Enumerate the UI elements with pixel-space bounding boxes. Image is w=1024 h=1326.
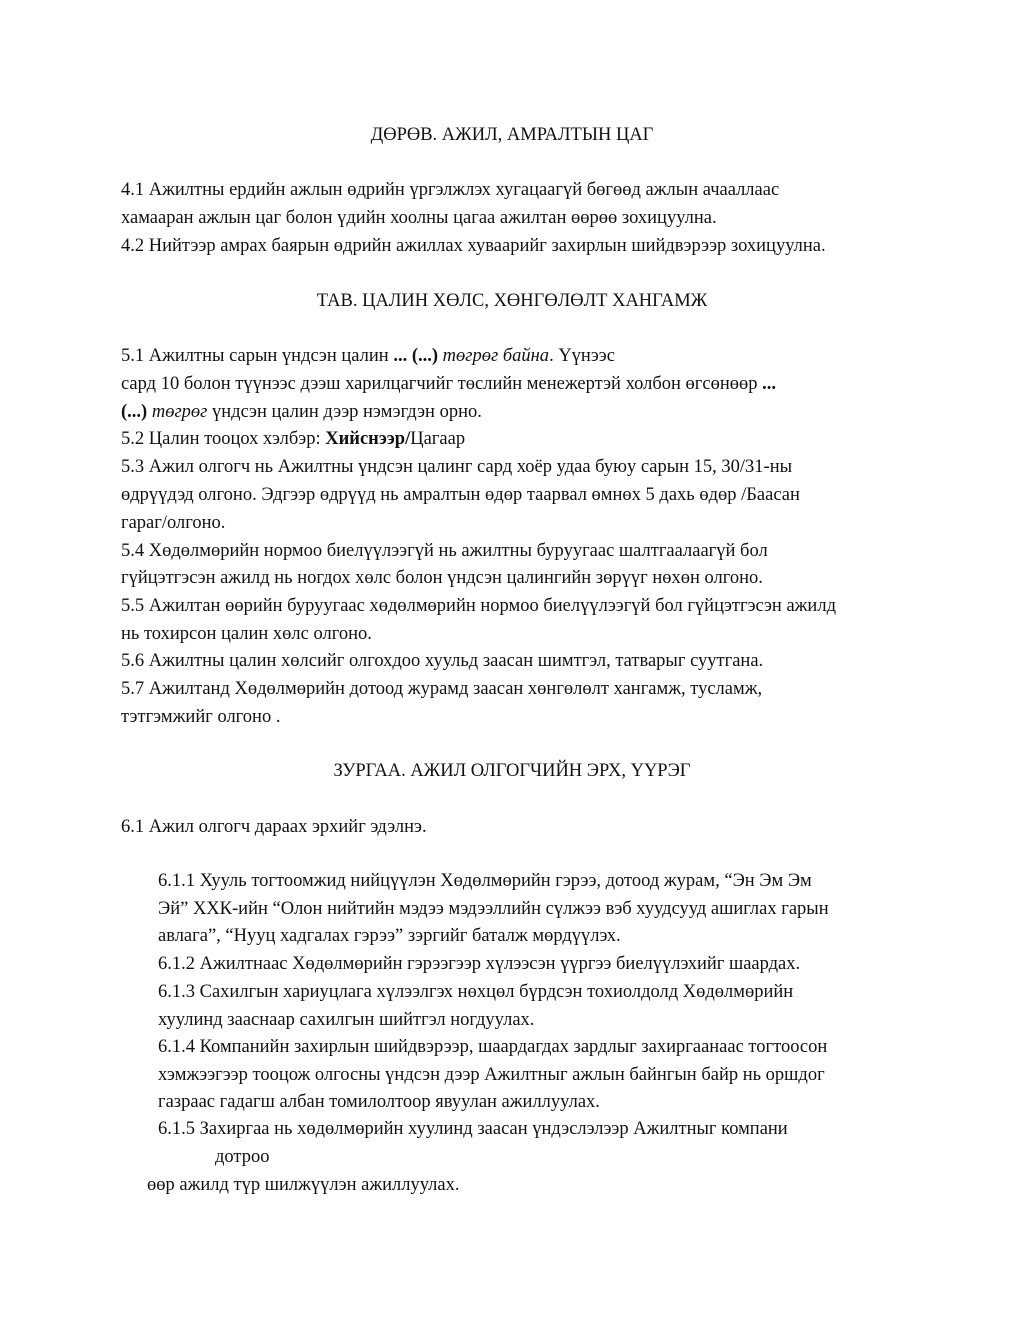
paragraph-5-5-line-2: нь тохирсон цалин хөлс олгоно. xyxy=(121,624,372,644)
paragraph-6-1-3-line-2: хуулинд зааснаар сахилгын шийтгэл ногдуулах. xyxy=(158,1010,535,1030)
paragraph-6-1-4-line-1: 6.1.4 Компанийн захирлын шийдвэрээр, шаардагдах зардлыг захиргаанаас тогтоосон xyxy=(158,1037,828,1057)
amount-placeholder: ... (...) xyxy=(393,346,439,366)
paragraph-5-3-line-3: гараг/олгоно. xyxy=(121,513,226,533)
text-run: үндсэн цалин дээр нэмэгдэн орно. xyxy=(207,402,482,422)
paragraph-6-1-5-line-2: дотроо xyxy=(215,1147,270,1167)
paragraph-6-1-2: 6.1.2 Ажилтнаас Хөдөлмөрийн гэрээгээр хүлээсэн үүргээ биелүүлэхийг шаардах. xyxy=(158,954,801,974)
paragraph-6-1-4-line-3: газраас гадагш албан томилолтоор явуулан ажиллуулах. xyxy=(158,1092,600,1112)
paragraph-6-1: 6.1 Ажил олгогч дараах эрхийг эдэлнэ. xyxy=(121,817,427,837)
text-run: . Үүнээс xyxy=(549,346,615,366)
paragraph-4-2: 4.2 Нийтээр амрах баярын өдрийн ажиллах хуваарийг захирлын шийдвэрээр зохицуулна. xyxy=(121,236,826,256)
paragraph-4-1-line-1: 4.1 Ажилтны ердийн ажлын өдрийн үргэлжлэх хугацаагүй бөгөөд ажлын ачааллаас xyxy=(121,180,780,200)
paragraph-6-1-1-line-2: Эй” ХХК-ийн “Олон нийтийн мэдээ мэдээллийн сүлжээ вэб хуудсууд ашиглах гарын xyxy=(158,899,829,919)
pay-type-selected: Хийснээр/ xyxy=(325,429,411,449)
section-5-heading: ТАВ. ЦАЛИН ХӨЛС, ХӨНГӨЛӨЛТ ХАНГАМЖ xyxy=(316,291,708,311)
paragraph-5-1-line-1 xyxy=(121,347,615,366)
paragraph-5-2 xyxy=(121,430,465,449)
paragraph-6-1-4-line-2: хэмжээгээр тооцож олгосны үндсэн дээр Ажилтныг ажлын байнгын байр нь оршдог xyxy=(158,1065,825,1085)
paragraph-5-1-line-2 xyxy=(121,375,776,394)
paragraph-4-1-line-2: хамааран ажлын цаг болон үдийн хоолны цагаа ажилтан өөрөө зохицуулна. xyxy=(121,208,717,228)
text-run: 5.2 Цалин тооцох хэлбэр: xyxy=(121,429,326,449)
paragraph-5-6: 5.6 Ажилтны цалин хөлсийг олгохдоо хуульд заасан шимтгэл, татварыг суутгана. xyxy=(121,651,764,671)
section-6-heading: ЗУРГАА. АЖИЛ ОЛГОГЧИЙН ЭРХ, ҮҮРЭГ xyxy=(333,761,691,781)
text-run: сард 10 болон түүнээс дээш харилцагчийг төслийн менежертэй холбон өгсөнөөр xyxy=(121,374,763,394)
amount-placeholder: (...) xyxy=(121,402,148,422)
paragraph-5-4-line-2: гүйцэтгэсэн ажилд нь ногдох хөлс болон үндсэн цалингийн зөрүүг нөхөн олгоно. xyxy=(121,568,763,588)
paragraph-6-1-1-line-3: авлага”, “Нууц хадгалах гэрээ” зэргийг баталж мөрдүүлэх. xyxy=(158,926,621,946)
paragraph-6-1-3-line-1: 6.1.3 Сахилгын хариуцлага хүлээлгэх нөхцөл бүрдсэн тохиолдолд Хөдөлмөрийн xyxy=(158,982,794,1002)
paragraph-5-3-line-1: 5.3 Ажил олгогч нь Ажилтны үндсэн цалинг сард хоёр удаа буюу сарын 15, 30/31-ны xyxy=(121,457,793,477)
currency-text: төгрөг xyxy=(147,402,208,422)
paragraph-5-3-line-2: өдрүүдэд олгоно. Эдгээр өдрүүд нь амралтын өдөр таарвал өмнөх 5 дахь өдөр /Баасан xyxy=(121,485,800,505)
section-4-heading: ДӨРӨВ. АЖИЛ, АМРАЛТЫН ЦАГ xyxy=(370,125,654,145)
paragraph-6-1-5-line-1: 6.1.5 Захиргаа нь хөдөлмөрийн хуулинд заасан үндэслэлээр Ажилтныг компани xyxy=(158,1119,788,1139)
paragraph-5-1-line-3 xyxy=(121,403,482,422)
paragraph-5-7-line-2: тэтгэмжийг олгоно . xyxy=(121,707,281,727)
amount-placeholder: ... xyxy=(762,374,777,394)
currency-text: төгрөг байна xyxy=(438,346,550,366)
paragraph-6-1-1-line-1: 6.1.1 Хууль тогтоомжид нийцүүлэн Хөдөлмөрийн гэрээ, дотоод журам, “Эн Эм Эм xyxy=(158,871,812,891)
paragraph-5-4-line-1: 5.4 Хөдөлмөрийн нормоо биелүүлээгүй нь ажилтны буруугаас шалтгаалаагүй бол xyxy=(121,541,768,561)
paragraph-6-1-5-line-3: өөр ажилд түр шилжүүлэн ажиллуулах. xyxy=(147,1175,460,1195)
text-run: 5.1 Ажилтны сарын үндсэн цалин xyxy=(121,346,394,366)
paragraph-5-5-line-1: 5.5 Ажилтан өөрийн буруугаас хөдөлмөрийн нормоо биелүүлээгүй бол гүйцэтгэсэн ажилд xyxy=(121,596,836,616)
paragraph-5-7-line-1: 5.7 Ажилтанд Хөдөлмөрийн дотоод журамд заасан хөнгөлөлт хангамж, тусламж, xyxy=(121,679,763,699)
pay-type-alt: Цагаар xyxy=(410,429,466,449)
